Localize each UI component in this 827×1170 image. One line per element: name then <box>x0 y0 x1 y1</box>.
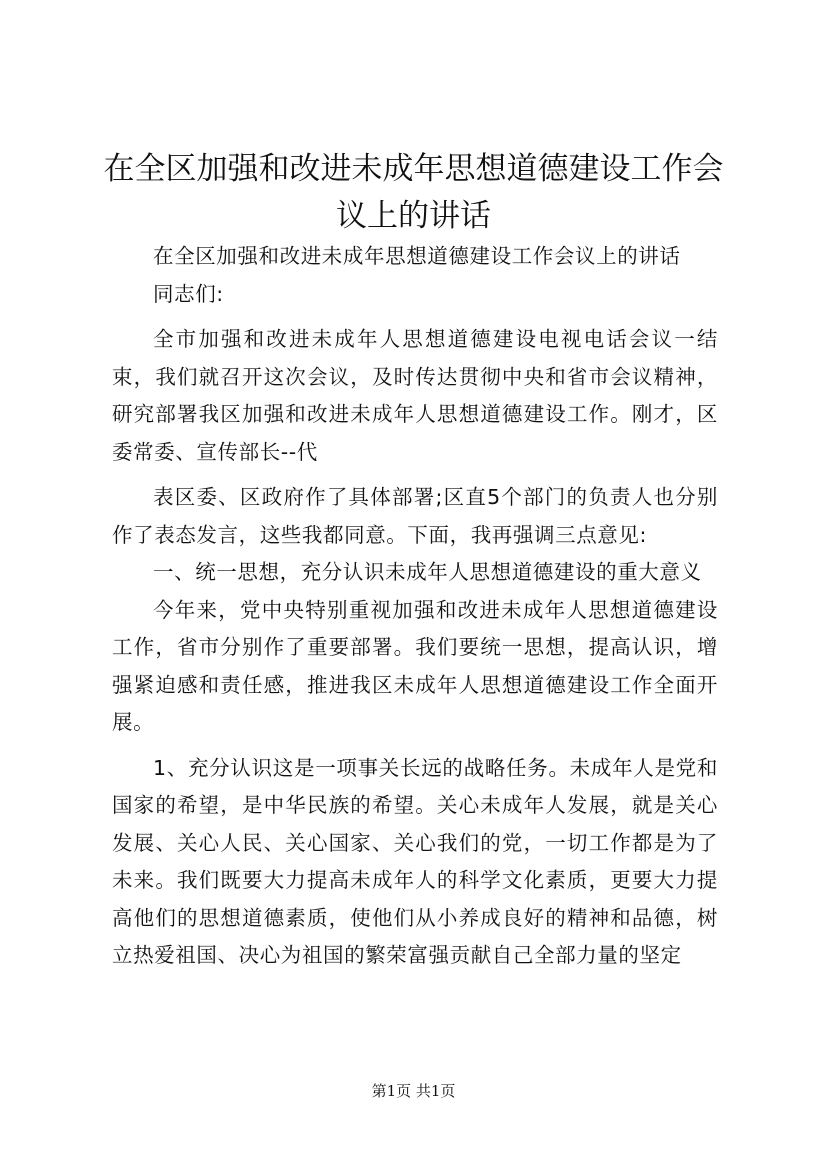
document-title: 在全区加强和改进未成年思想道德建设工作会议上的讲话 <box>103 151 724 234</box>
body-paragraph: 表区委、区政府作了具体部署;区直5个部门的负责人也分别作了表态发言，这些我都同意。下面，我再强调三点意见: <box>112 485 718 547</box>
body-paragraph: 1、充分认识这是一项事关长远的战略任务。未成年人是党和国家的希望，是中华民族的希望。关心未成年人发展，就是关心发展、关心人民、关心国家、关心我们的党，一切工作都是为了未来。我们既要大力提高未成年人的科学文化素质，更要大力提高他们的思想道德素质，使他们从小养成良好的精神和品德，树立热爱祖国、决心为祖国的繁荣富强贡献自己全部力量的坚定 <box>112 755 718 967</box>
section-heading: 一、统一思想，充分认识未成年人思想道德建设的重大意义 <box>153 560 702 584</box>
page-footer: 第1页 共1页 <box>371 1082 456 1100</box>
document-body <box>112 238 718 975</box>
salutation-paragraph: 同志们: <box>153 281 224 306</box>
body-paragraph: 今年来，党中央特别重视加强和改进未成年人思想道德建设工作，省市分别作了重要部署。我们要统一思想，提高认识，增强紧迫感和责任感，推进我区未成年人思想道德建设工作全面开展。 <box>112 597 718 734</box>
subtitle-paragraph: 在全区加强和改进未成年思想道德建设工作会议上的讲话 <box>153 244 681 268</box>
body-paragraph: 全市加强和改进未成年人思想道德建设电视电话会议一结束，我们就召开这次会议，及时传达贯彻中央和省市会议精神，研究部署我区加强和改进未成年人思想道德建设工作。刚才，区委常委、宣传部长--代 <box>112 327 718 464</box>
